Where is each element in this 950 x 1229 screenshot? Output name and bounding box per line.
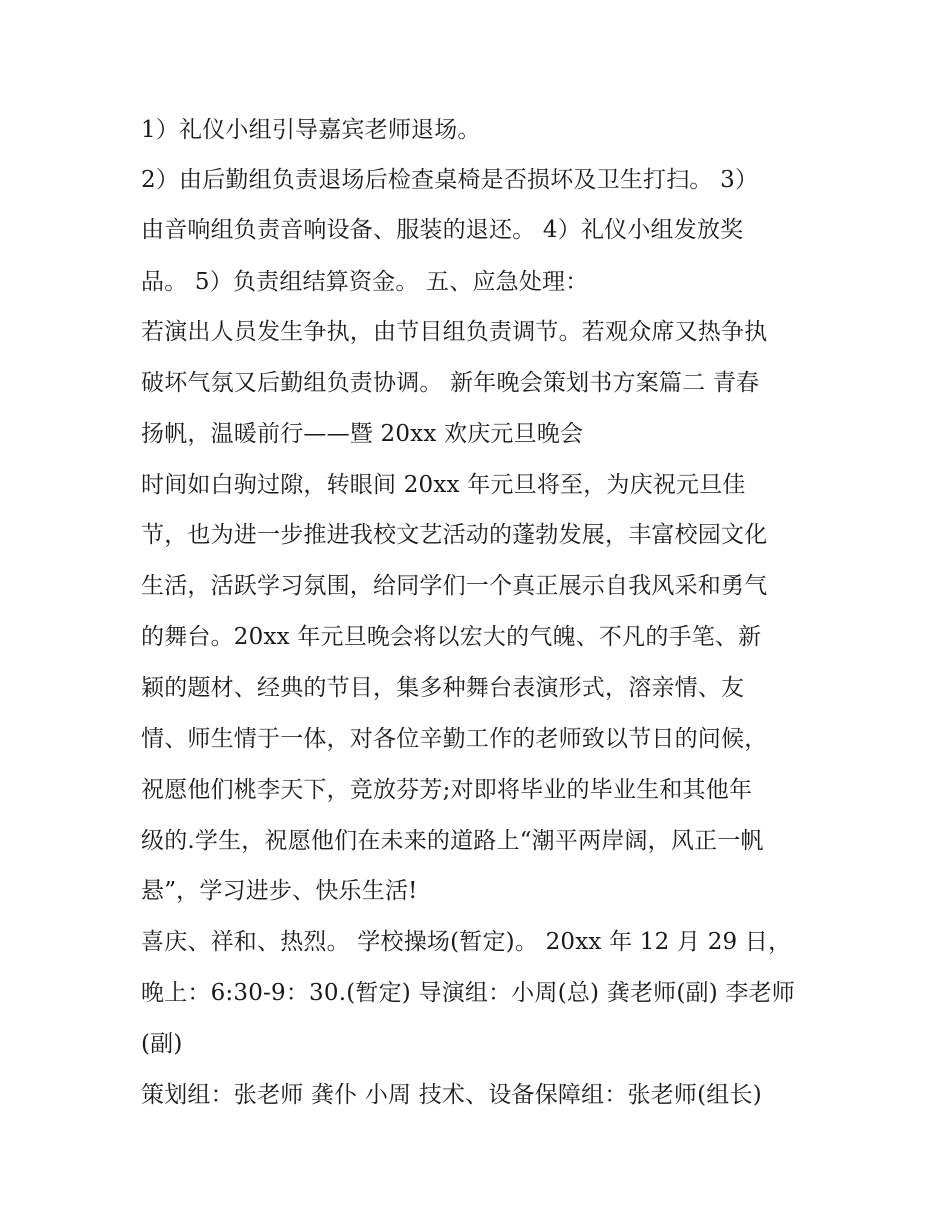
text-line-12: 颖的题材、经典的节目，集多种舞台表演形式，溶亲情、友 bbox=[141, 675, 745, 701]
text-line-16: 悬”，学习进步、快乐生活! bbox=[141, 878, 418, 904]
text-line-17: 喜庆、祥和、热烈。 学校操场(暂定)。 20xx 年 12 月 29 日， bbox=[141, 929, 792, 955]
text-line-11: 的舞台。20xx 年元旦晚会将以宏大的气魄、不凡的手笔、新 bbox=[141, 624, 762, 650]
text-line-18: 晚上：6:30-9：30.(暂定) 导演组：小周(总) 龚老师(副) 李老师 bbox=[141, 980, 796, 1006]
text-line-4: 品。 5）负责组结算资金。 五、应急处理： bbox=[141, 269, 589, 295]
text-line-7: 扬帆，温暖前行——暨 20xx 欢庆元旦晚会 bbox=[141, 421, 584, 447]
text-line-19: (副) bbox=[141, 1031, 183, 1057]
text-line-10: 生活，活跃学习氛围，给同学们一个真正展示自我风采和勇气 bbox=[141, 573, 768, 599]
text-line-9: 节，也为进一步推进我校文艺活动的蓬勃发展，丰富校园文化 bbox=[141, 522, 768, 548]
text-line-14: 祝愿他们桃李天下，竞放芬芳;对即将毕业的毕业生和其他年 bbox=[141, 777, 753, 803]
text-line-3: 由音响组负责音响设备、服装的退还。 4）礼仪小组发放奖 bbox=[141, 217, 744, 243]
text-line-6: 破坏气氛又后勤组负责协调。 新年晚会策划书方案篇二 青春 bbox=[141, 370, 760, 396]
text-line-2: 2）由后勤组负责退场后检查桌椅是否损坏及卫生打扫。 3） bbox=[141, 167, 759, 193]
text-line-20: 策划组：张老师 龚仆 小周 技术、设备保障组：张老师(组长) bbox=[141, 1082, 762, 1108]
text-line-1: 1）礼仪小组引导嘉宾老师退场。 bbox=[141, 117, 481, 143]
text-line-5: 若演出人员发生争执，由节目组负责调节。若观众席又热争执 bbox=[141, 319, 768, 345]
text-line-15: 级的.学生，祝愿他们在未来的道路上“潮平两岸阔，风正一帆 bbox=[141, 828, 764, 854]
text-line-13: 情、师生情于一体，对各位辛勤工作的老师致以节日的问候， bbox=[141, 726, 768, 752]
text-line-8: 时间如白驹过隙，转眼间 20xx 年元旦将至，为庆祝元旦佳 bbox=[141, 472, 746, 498]
